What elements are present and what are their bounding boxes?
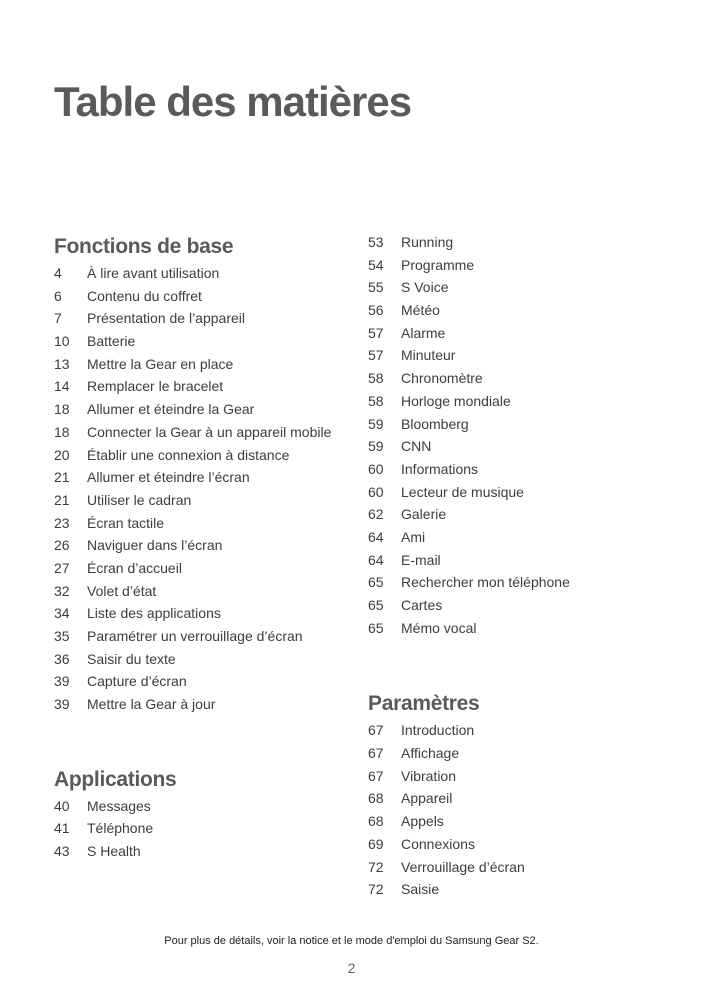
toc-entry[interactable]: [54, 421, 354, 444]
toc-entry-label: Saisir du texte: [87, 650, 176, 667]
toc-entry-label: Ami: [401, 528, 426, 545]
toc-entry-label: Écran d’accueil: [87, 559, 182, 576]
toc-entry-label: Écran tactile: [87, 514, 165, 531]
toc-list-applications: [54, 795, 354, 863]
toc-entry[interactable]: [368, 810, 688, 833]
toc-list-applications-continued: [368, 231, 688, 639]
toc-right-column: [368, 231, 688, 901]
toc-entry-label: Allumer et éteindre l’écran: [87, 469, 250, 486]
toc-entry[interactable]: [54, 625, 354, 648]
toc-entry[interactable]: [368, 833, 688, 856]
toc-entry-label: Mettre la Gear en place: [87, 355, 234, 372]
toc-page-number: 67: [368, 767, 384, 784]
toc-entry-label: E-mail: [401, 551, 441, 568]
toc-entry[interactable]: [368, 231, 688, 254]
toc-entry[interactable]: [54, 375, 354, 398]
toc-entry[interactable]: [54, 602, 354, 625]
toc-entry-label: Mettre la Gear à jour: [87, 696, 216, 713]
toc-entry-label: Connexions: [401, 835, 475, 852]
toc-page-number: 64: [368, 551, 384, 568]
toc-page-number: 67: [368, 745, 384, 762]
toc-page-number: 36: [54, 650, 70, 667]
toc-page-number: 58: [368, 392, 384, 409]
toc-entry[interactable]: [54, 693, 354, 716]
toc-page-number: 57: [368, 347, 384, 364]
toc-page-number: 35: [54, 628, 70, 644]
toc-entry-label: Saisie: [401, 881, 440, 898]
toc-page-number: 59: [368, 438, 384, 455]
page-number: 2: [347, 960, 356, 976]
toc-page-number: 53: [368, 234, 384, 250]
toc-entry[interactable]: [368, 526, 688, 549]
toc-page-number: 60: [368, 460, 384, 477]
toc-entry[interactable]: [368, 458, 688, 481]
toc-page-number: 56: [368, 302, 384, 319]
toc-entry[interactable]: [54, 489, 354, 512]
toc-entry-label: Présentation de l’appareil: [87, 310, 245, 327]
toc-entry[interactable]: [54, 285, 354, 308]
toc-page-number: 27: [54, 559, 70, 576]
toc-page-number: 72: [368, 858, 384, 875]
toc-entry-label: S Health: [87, 843, 141, 860]
toc-page-number: 65: [368, 597, 384, 613]
toc-entry[interactable]: [368, 435, 688, 458]
toc-entry[interactable]: [54, 330, 354, 353]
toc-entry[interactable]: [368, 742, 688, 765]
toc-entry[interactable]: [368, 344, 688, 367]
toc-page-number: 68: [368, 790, 384, 807]
toc-entry-label: Programme: [401, 256, 475, 273]
toc-page-number: 6: [54, 287, 62, 304]
toc-page-number: 67: [368, 722, 384, 739]
toc-entry-label: Capture d’écran: [87, 673, 187, 690]
toc-page-number: 18: [54, 423, 70, 440]
toc-entry-label: Liste des applications: [87, 605, 221, 622]
toc-list-parametres: [368, 719, 688, 901]
toc-page-number: 23: [54, 514, 70, 531]
toc-entry-label: Connecter la Gear à un appareil mobile: [87, 423, 332, 440]
toc-page-number: 14: [54, 378, 70, 395]
toc-entry-label: Vibration: [401, 767, 457, 784]
toc-entry[interactable]: [54, 307, 354, 330]
toc-entry-label: Paramétrer un verrouillage d’écran: [87, 628, 303, 644]
toc-page-number: 54: [368, 256, 384, 273]
toc-entry-label: Verrouillage d’écran: [401, 858, 525, 875]
toc-page-number: 32: [54, 582, 70, 599]
toc-page-number: 60: [368, 483, 384, 500]
toc-entry-label: À lire avant utilisation: [87, 265, 220, 281]
toc-entry-label: Messages: [87, 797, 151, 814]
toc-entry[interactable]: [368, 413, 688, 436]
toc-entry-label: Rechercher mon téléphone: [401, 574, 570, 591]
toc-entry-label: Minuteur: [401, 347, 456, 364]
toc-entry-label: Météo: [401, 302, 440, 319]
toc-page-number: 59: [368, 415, 384, 432]
toc-entry[interactable]: [368, 787, 688, 810]
toc-entry[interactable]: [54, 580, 354, 603]
toc-page-number: 65: [368, 574, 384, 591]
toc-list-fonctions-de-base: [54, 262, 354, 716]
toc-entry[interactable]: [368, 571, 688, 594]
toc-entry[interactable]: [54, 444, 354, 467]
toc-entry[interactable]: [54, 648, 354, 671]
toc-entry[interactable]: [54, 353, 354, 376]
toc-entry[interactable]: [54, 398, 354, 421]
toc-entry[interactable]: [368, 549, 688, 572]
section-heading-parametres: Paramètres: [368, 692, 480, 716]
toc-page-number: 20: [54, 446, 70, 463]
toc-entry[interactable]: [368, 617, 688, 640]
toc-page-number: 64: [368, 528, 384, 545]
toc-entry[interactable]: [368, 367, 688, 390]
toc-entry[interactable]: [54, 817, 354, 840]
toc-page-number: 69: [368, 835, 384, 852]
toc-entry-label: Utiliser le cadran: [87, 491, 192, 508]
page-title: Table des matières: [54, 78, 412, 125]
toc-page-number: 10: [54, 333, 70, 350]
toc-entry[interactable]: [54, 840, 354, 863]
toc-entry-label: Bloomberg: [401, 415, 469, 432]
toc-page-number: 39: [54, 673, 70, 690]
toc-entry[interactable]: [368, 878, 688, 901]
toc-entry-label: Affichage: [401, 745, 460, 762]
toc-page-number: 7: [54, 310, 62, 327]
toc-entry-label: Appels: [401, 813, 444, 830]
toc-page-number: 34: [54, 605, 70, 622]
toc-page-number: 26: [54, 537, 70, 554]
toc-entry[interactable]: [54, 512, 354, 535]
toc-entry[interactable]: [54, 557, 354, 580]
toc-entry-label: Téléphone: [87, 820, 154, 837]
toc-entry[interactable]: [368, 765, 688, 788]
toc-entry[interactable]: [54, 262, 354, 285]
toc-page-number: 72: [368, 881, 384, 898]
toc-entry-label: Informations: [401, 460, 479, 477]
toc-page-number: 39: [54, 696, 70, 713]
toc-page-number: 65: [368, 619, 384, 636]
toc-page-number: 21: [54, 469, 70, 486]
toc-entry[interactable]: [54, 670, 354, 693]
toc-left-column: [54, 232, 354, 863]
toc-entry[interactable]: [54, 795, 354, 818]
toc-entry[interactable]: [368, 481, 688, 504]
toc-entry-label: Contenu du coffret: [87, 287, 202, 304]
toc-entry-label: Volet d’état: [87, 582, 157, 599]
toc-entry[interactable]: [368, 390, 688, 413]
toc-page-number: 55: [368, 279, 384, 296]
toc-entry[interactable]: [368, 856, 688, 879]
toc-entry-label: Alarme: [401, 324, 446, 341]
toc-page-number: 58: [368, 370, 384, 387]
toc-entry-label: Chronomètre: [401, 370, 483, 387]
toc-entry-label: Mémo vocal: [401, 619, 477, 636]
toc-entry-label: Galerie: [401, 506, 447, 523]
footer-note: Pour plus de détails, voir la notice et le mode d'emploi du Samsung Gear S2.: [164, 935, 539, 947]
toc-page-number: 68: [368, 813, 384, 830]
toc-page-number: 18: [54, 401, 70, 418]
toc-entry-label: Cartes: [401, 597, 443, 613]
toc-entry[interactable]: [368, 299, 688, 322]
toc-entry[interactable]: [368, 254, 688, 277]
toc-entry-label: Batterie: [87, 333, 136, 350]
toc-entry-label: Lecteur de musique: [401, 483, 524, 500]
section-heading-fonctions-de-base: Fonctions de base: [54, 235, 234, 258]
toc-entry[interactable]: [54, 466, 354, 489]
toc-entry-label: Allumer et éteindre la Gear: [87, 401, 255, 418]
toc-entry-label: CNN: [401, 438, 432, 455]
toc-page-number: 43: [54, 843, 70, 860]
toc-entry[interactable]: [368, 322, 688, 345]
toc-entry[interactable]: [54, 534, 354, 557]
toc-entry[interactable]: [368, 276, 688, 299]
toc-entry[interactable]: [368, 503, 688, 526]
toc-entry-label: Horloge mondiale: [401, 392, 511, 409]
toc-entry-label: Remplacer le bracelet: [87, 378, 224, 395]
toc-entry-label: Établir une connexion à distance: [87, 446, 290, 463]
toc-entry[interactable]: [368, 719, 688, 742]
toc-page-number: 41: [54, 820, 70, 837]
toc-entry-label: S Voice: [401, 279, 449, 296]
toc-entry-label: Naviguer dans l’écran: [87, 537, 223, 554]
toc-page-number: 13: [54, 355, 70, 372]
toc-page-number: 40: [54, 797, 70, 814]
section-heading-applications: Applications: [54, 767, 177, 791]
toc-entry-label: Introduction: [401, 722, 475, 739]
toc-page-number: 57: [368, 324, 384, 341]
toc-entry[interactable]: [368, 594, 688, 617]
toc-page-number: 4: [54, 265, 62, 281]
toc-page-number: 21: [54, 491, 70, 508]
toc-entry-label: Appareil: [401, 790, 453, 807]
toc-entry-label: Running: [401, 234, 454, 250]
toc-page-number: 62: [368, 506, 384, 523]
